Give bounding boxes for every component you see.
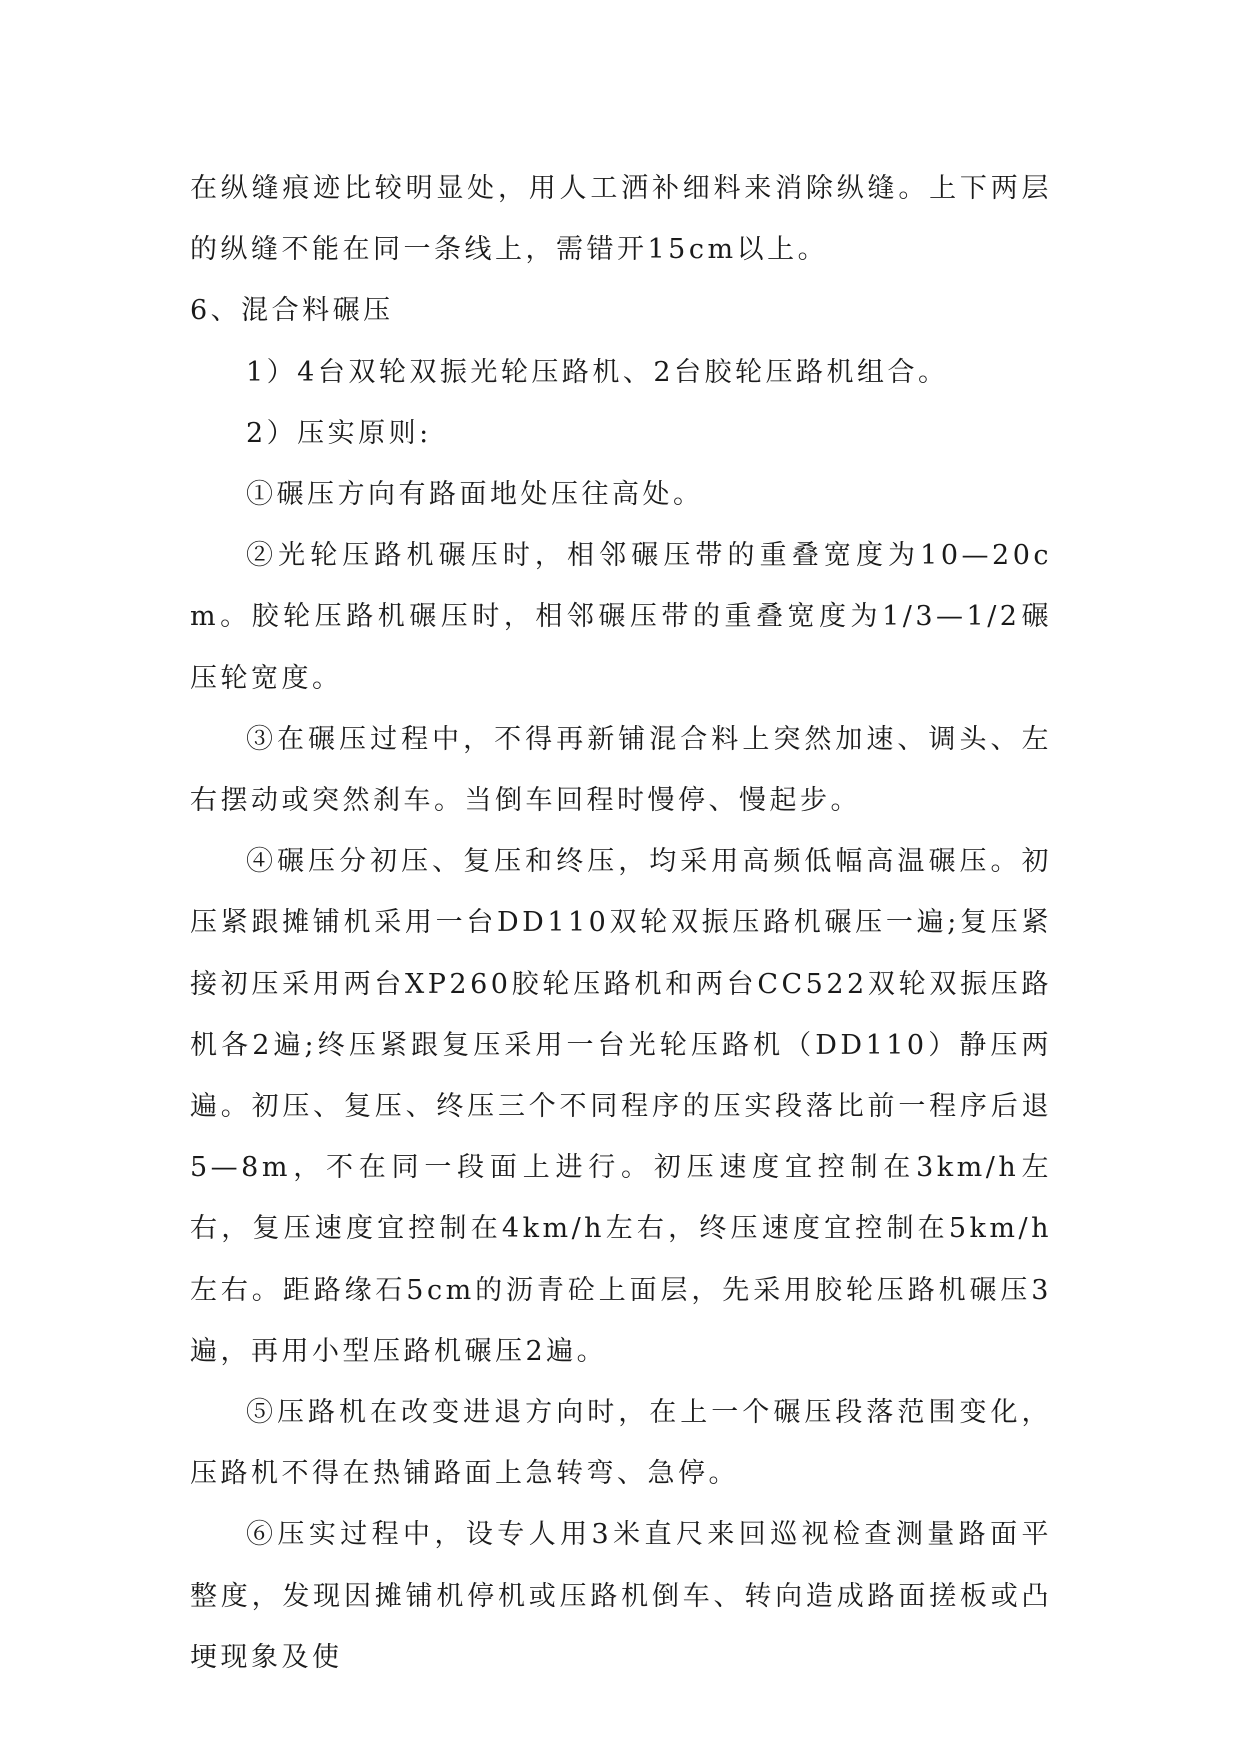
list-item: 1）4台双轮双振光轮压路机、2台胶轮压路机组合。	[246, 356, 949, 388]
rule-paragraph: ①碾压方向有路面地处压往高处。	[246, 479, 704, 511]
rule-paragraph: ⑤压路机在改变进退方向时，在上一个碾压段落范围变化，压路机不得在热铺路面上急转弯、急停。	[190, 1397, 1052, 1490]
section-heading: 6、混合料碾压	[190, 295, 394, 327]
list-item: 2）压实原则:	[246, 417, 432, 449]
rule-paragraph: ③在碾压过程中，不得再新铺混合料上突然加速、调头、左右摆动或突然刹车。当倒车回程时慢停、慢起步。	[190, 723, 1052, 817]
rule-paragraph: ⑥压实过程中，设专人用3米直尺来回巡视检查测量路面平整度，发现因摊铺机停机或压路机倒车、转向造成路面搓板或凸埂现象及使	[190, 1519, 1052, 1673]
rule-paragraph: ②光轮压路机碾压时，相邻碾压带的重叠宽度为10—20cm。胶轮压路机碾压时，相邻碾压带的重叠宽度为1/3—1/2碾压轮宽度。	[190, 540, 1052, 694]
rule-paragraph: ④碾压分初压、复压和终压，均采用高频低幅高温碾压。初压紧跟摊铺机采用一台DD110双轮双振压路机碾压一遍;复压紧接初压采用两台XP260胶轮压路机和两台CC522双轮双振压路机各2遍;终压紧跟复压采用一台光轮压路机（DD110）静压两遍。初压、复压、终压三个不同程序的压实段落比前一程序后退5—8m，不在同一段面上进行。初压速度宜控制在3km/h左右，复压速度宜控制在4km/h左右，终压速度宜控制在5km/h左右。距路缘石5cm的沥青砼上面层，先采用胶轮压路机碾压3遍，再用小型压路机碾压2遍。	[190, 846, 1052, 1367]
paragraph-continuation: 在纵缝痕迹比较明显处，用人工洒补细料来消除纵缝。上下两层的纵缝不能在同一条线上，需错开15cm以上。	[190, 173, 1052, 266]
document-body	[190, 158, 1052, 1688]
